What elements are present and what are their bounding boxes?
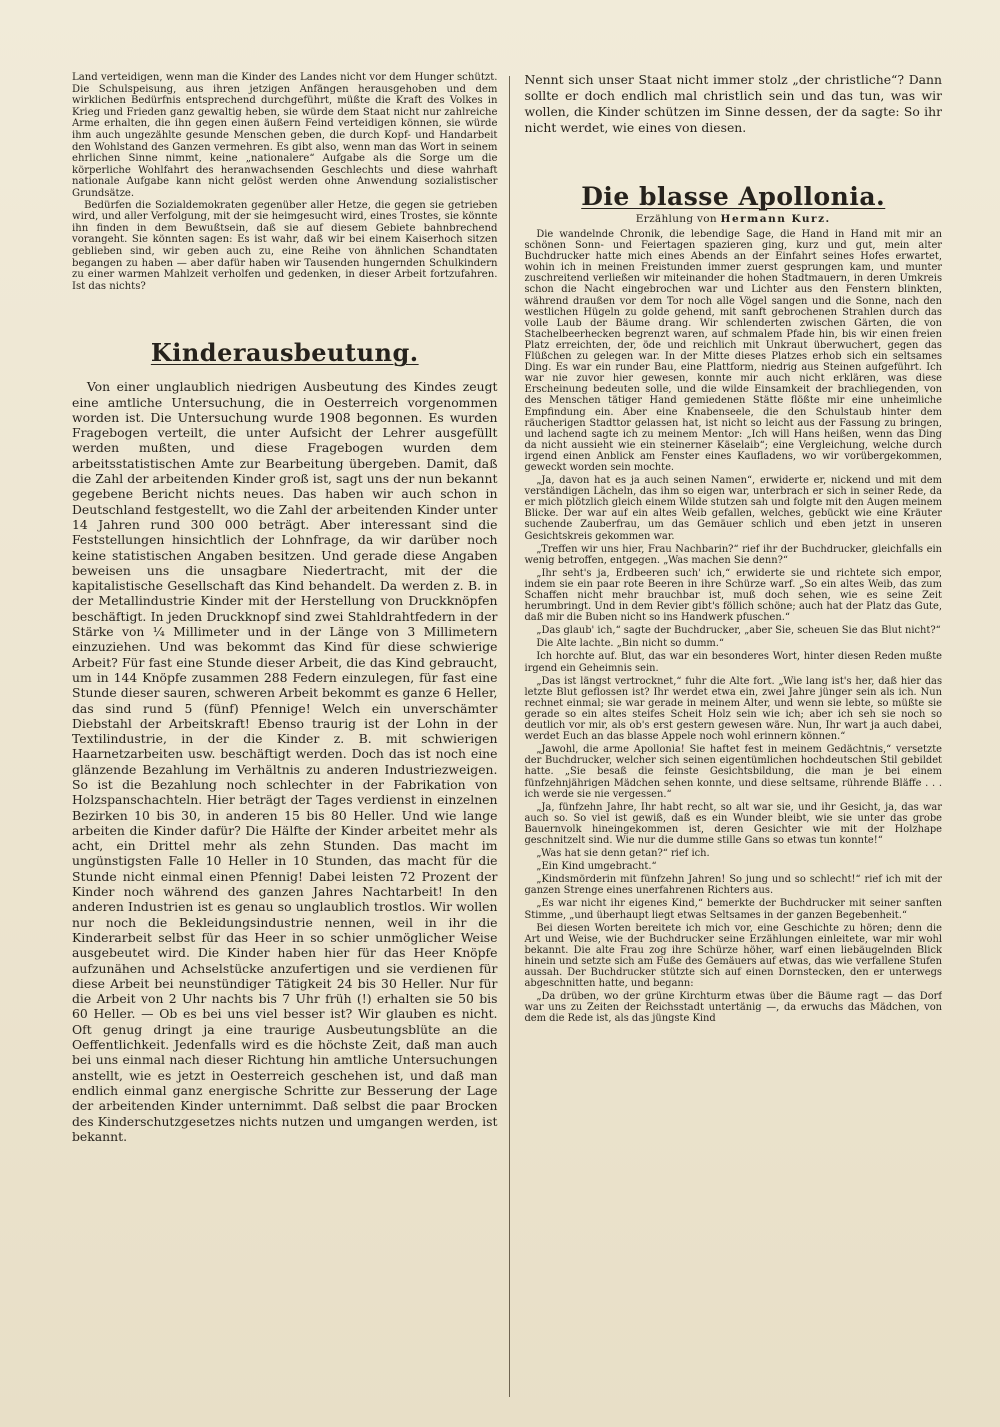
left-intro-paragraph-2: Bedürfen die Sozialdemokraten gegenüber aller Hetze, die gegen sie getrieben wird, und aller Verfolgung, mit der sie heimgesucht wird, eines Trostes, sie könnte ihn finden in dem Bewußtsein, daß sie auf diesem Gebiete bahnbrechend vorangeht. Sie könnten sagen: Es ist wahr, daß wir bei einem Kaiserhoch sitzen geblieben sind, wir geben auch zu, eine Reihe von ähnlichen Schandtaten begangen zu haben — aber dafür haben wir Tausenden hungernden Schulkindern zu einer warmen Mahlzeit verholfen und gedenken, in dieser Arbeit fortzufahren. Ist das nichts? [72,199,498,292]
story-paragraph: „Das ist längst vertrocknet,“ fuhr die Alte fort. „Wie lang ist's her, daß hier das letzte Blut geflossen ist? Ihr werdet etwa ein, zwei Jahre jünger sein als ich. Nun rechnet einmal; sie war gerade in meinem Alter, und wenn sie lebte, so müßte sie gerade so ein altes steifes Scheit Holz sein wie ich; aber ich seh sie noch so deutlich vor mir, als ob's erst gestern gewesen wäre. Nun, Ihr wart ja auch dabei, werdet Euch an das blasse Appele noch wohl erinnern können.“ [524,675,943,743]
left-intro [72,72,497,292]
story-paragraph: „Es war nicht ihr eigenes Kind,“ bemerkte der Buchdrucker mit seiner sanften Stimme, „und überhaupt liegt etwas Seltsames in der ganzen Begebenheit.“ [524,898,943,921]
story-paragraph: Bei diesen Worten bereitete ich mich vor, eine Geschichte zu hören; denn die Art und Weise, wie der Buchdrucker seine Erzählungen einleitete, war mir wohl bekannt. Die alte Frau zog ihre Schürze höher, warf einen liebäugelnden Blick hinein und setzte sich am Fuße des Gemäuers auf etwas, das wie verfallene Stufen aussah. Der Buchdrucker stützte sich auf einen Dornstecken, den er unterwegs abgeschnitten hatte, und begann: [524,922,943,990]
story-paragraph: Die wandelnde Chronik, die lebendige Sage, die Hand in Hand mit mir an schönen Sonn- und Feiertagen spazieren ging, kurz und gut, mein alter Buchdrucker hatte mich eines Abends an der Einfahrt seines Hofes erwartet, wohin ich in meinen Freistunden immer zuerst gesprungen kam, und munter zuschreitend verließen wir miteinander die hohen Stadtmauern, in deren Umkreis schon die Nacht eingebrochen war und Lichter aus den Fenstern blinkten, während draußen vor dem Tor noch alle Vögel sangen und die Sonne, nach den westlichen Hügeln zu golde gehend, mit sanft gebrochenen Strahlen durch das volle Laub der Bäume drang. Wir schlenderten zwischen Gärten, die von Stachelbeerhecken begrenzt waren, auf schmalem Pfade hin, bis wir einen freien Platz erreichten, der, öde und reichlich mit Unkraut überwuchert, gegen das Flüßchen zu gelegen war. In der Mitte dieses Platzes erhob sich ein seltsames Ding. Es war ein runder Bau, eine Plattform, niedrig aus Steinen aufgeführt. Ich war nie zuvor hier gewesen, konnte mir auch nicht erklären, was diese Erscheinung bedeuten solle, und die wilde Einsamkeit der brachliegenden, von des Menschen tätiger Hand gemiedenen Stätte flößte mir eine unheimliche Empfindung ein. Aber eine Knabenseele, die den Schulstaub hinter dem räucherigen Stadttor gelassen hat, ist nicht so leicht aus der Fassung zu bringen, und lachend sagte ich zu meinem Mentor: „Ich will Hans heißen, wenn das Ding da nicht aussieht wie ein steinerner Käselaib“; eine Vergleichung, welche durch irgend einen Anblick am Fenster eines Kaufladens, wo wir vorübergekommen, geweckt worden sein mochte. [524,229,943,473]
subtitle-prefix: Erzählung von [635,213,717,225]
story-heading-apollonia: Die blasse Apollonia. [581,182,886,211]
column-divider [509,76,510,1397]
story-paragraph: „Treffen wir uns hier, Frau Nachbarin?“ rief ihr der Buchdrucker, gleichfalls ein wenig betroffen, entgegen. „Was machen Sie denn?“ [524,543,943,566]
story-paragraph: „Ein Kind umgebracht.“ [536,861,657,873]
story-paragraph: „Ja, davon hat es ja auch seinen Namen“, erwiderte er, nickend und mit dem verständigen Lächeln, das ihm so eigen war, unterbrach er sich in seiner Rede, da er mich plötzlich gleich einem Wilde stutzen sah und folgte mit den Augen meinem Blicke. Der war auf ein altes Weib gefallen, welches, gebückt wie eine Kräuter suchende Zauberfrau, um das Gemäuer schlich und eben jetzt in unseren Gesichtskreis gekommen war. [524,475,943,542]
left-intro-paragraph-1: Land verteidigen, wenn man die Kinder des Landes nicht vor dem Hunger schützt. Die Schulspeisung, aus ihren jetzigen Anfängen herausgehoben und dem wirklichen Bedürfnis entsprechend durchgeführt, müßte die Kraft des Volkes in Krieg und Frieden ganz gewaltig heben, sie würde dem Staat nicht nur zahlreiche Arme erhalten, die ihn gegen einen äußern Feind verteidigen können, sie würde ihm auch ungezählte gesunde Menschen geben, die durch Kopf- und Handarbeit den Wohlstand des Ganzen vermehren. Es gibt also, wenn man das Wort in seinem ehrlichen Sinne nimmt, keine „nationalere“ Aufgabe als die Sorge um die körperliche Wohlfahrt des heranwachsenden Geschlechts und diese wahrhaft nationale Aufgabe kann nicht gelöst werden ohne Anwendung sozialistischer Grundsätze. [72,72,498,199]
story-paragraph: „Da drüben, wo der grüne Kirchturm etwas über die Bäume ragt — das Dorf war uns zu Zeiten der Reichsstadt untertänig —, da erwuchs das Mädchen, von dem die Rede ist, als das jüngste Kind [524,991,943,1025]
story-paragraph: Ich horchte auf. Blut, das war ein besonderes Wort, hinter diesen Reden mußte irgend ein Geheimnis sein. [524,651,943,674]
story-subtitle [524,213,942,225]
story-text [524,229,942,1024]
left-article [72,379,497,1144]
article-heading-kinderausbeutung: Kinderausbeutung. [150,338,419,368]
right-intro-paragraph: Nennt sich unser Staat nicht immer stolz „der christliche“? Dann sollte er doch endlich mal christlich sein und das tun, was wir wollen, die Kinder schützen im Sinne dessen, der da sagte: So ihr nicht werdet, wie eines von diesen. [524,72,943,135]
story-paragraph: „Ja, fünfzehn Jahre, Ihr habt recht, so alt war sie, und ihr Gesicht, ja, das war auch so. So viel ist gewiß, daß es ein Wunder bleibt, wie sie unter das grobe Bauernvolk hineingekommen ist, deren Gesichter wie mit der Holzhape geschnitzelt sind. Wie nur die dumme stille Gans so etwas tun konnte!“ [524,801,943,846]
left-column [72,72,507,1397]
right-intro [524,72,942,136]
columns [72,72,942,1397]
subtitle-author: Hermann Kurz. [720,213,831,225]
story-paragraph: „Das glaub' ich,“ sagte der Buchdrucker, „aber Sie, scheuen Sie das Blut nicht?“ [536,625,941,637]
story-paragraph: Die Alte lachte. „Bin nicht so dumm.“ [536,638,724,650]
story-paragraph: „Was hat sie denn getan?“ rief ich. [536,848,710,860]
left-article-paragraph: Von einer unglaublich niedrigen Ausbeutung des Kindes zeugt eine amtliche Untersuchung, die in Oesterreich vorgenommen worden ist. Die Untersuchung wurde 1908 begonnen. Es wurden Fragebogen verteilt, die unter Aufsicht der Lehrer ausgefüllt werden mußten, und diese Fragebogen wurden dem arbeitsstatistischen Amte zur Bearbeitung übergeben. Damit, daß die Zahl der arbeitenden Kinder groß ist, sagt uns der nun bekannt gegebene Bericht nichts neues. Das haben wir auch schon in Deutschland festgestellt, wo die Zahl der arbeitenden Kinder unter 14 Jahren rund 300 000 beträgt. Aber interessant sind die Feststellungen hinsichtlich der Lohnfrage, da wir darüber noch keine statistischen Angaben besitzen. Und gerade diese Angaben beweisen uns die unsagbare Niedertracht, mit der die kapitalistische Gesellschaft das Kind behandelt. Da werden z. B. in der Metallindustrie Kinder mit der Herstellung von Druckknöpfen beschäftigt. In jeden Druckknopf sind zwei Stahldrahtfedern in der Stärke von ¼ Millimeter und in der Länge von 3 Millimetern einzuziehen. Und was bekommt das Kind für diese schwierige Arbeit? Für fast eine Stunde dieser Arbeit, die das Kind gebraucht, um in 144 Knöpfe zusammen 288 Federn einzulegen, für fast eine Stunde dieser sauren, schweren Arbeit bekommt es ganze 6 Heller, das sind rund 5 (fünf) Pfennige! Welch ein unverschämter Diebstahl der Arbeitskraft! Ebenso traurig ist der Lohn in der Textilindustrie, in der die Kinder z. B. mit schwierigen Haarnetzarbeiten usw. beschäftigt werden. Doch das ist noch eine glänzende Bezahlung im Verhältnis zu anderen Industriezweigen. So ist die Bezahlung noch schlechter in der Fabrikation von Holzspanschachteln. Hier beträgt der Tages verdienst in einzelnen Bezirken 10 bis 30, in anderen 15 bis 80 Heller. Und wie lange arbeiten die Kinder dafür? Die Hälfte der Kinder arbeitet mehr als acht, ein Drittel mehr als zehn Stunden. Das macht im ungünstigsten Falle 10 Heller in 10 Stunden, das macht für die Stunde nicht einmal einen Pfennig! Dabei leisten 72 Prozent der Kinder noch während des ganzen Jahres Nachtarbeit! In den anderen Industrien ist es genau so unglaublich trostlos. Wir wollen nur noch die Bekleidungsindustrie nennen, weil in ihr die Kinderarbeit selbst für das Heer in so schier unmöglicher Weise ausgebeutet wird. Die Kinder haben hier für das Heer Knöpfe aufzunähen und Achselstücke anzufertigen und sie verdienen für diese Arbeit bei neunstündiger Tätigkeit 24 bis 30 Heller. Nur für die Arbeit von 2 Uhr nachts bis 7 Uhr früh (!) erhalten sie 50 bis 60 Heller. — Ob es bei uns viel besser ist? Wir glauben es nicht. Oft genug dringt ja eine traurige Ausbeutungsblüte an die Oeffentlichkeit. Jedenfalls wird es die höchste Zeit, daß man auch bei uns einmal nach dieser Richtung hin amtliche Untersuchungen anstellt, wie es jetzt in Oesterreich geschehen ist, und daß man endlich einmal ganz energische Schritte zur Besserung der Lage der arbeitenden Kinder unternimmt. Daß selbst die paar Brocken des Kinderschutzgesetzes nichts nutzen und umgangen werden, ist bekannt. [72,379,498,1144]
story-paragraph: „Ihr seht's ja, Erdbeeren such' ich,“ erwiderte sie und richtete sich empor, indem sie ein paar rote Beeren in ihre Schürze warf. „So ein altes Weib, das zum Schaffen nicht mehr brauchbar ist, muß doch sehen, wie es seine Zeit herumbringt. Und in dem Revier gibt's föllich schöne; auch hat der Platz das Gute, daß mir die Buben nicht so ins Handwerk pfuschen.“ [524,567,943,624]
right-column [512,72,942,1397]
story-paragraph: „Kindsmörderin mit fünfzehn Jahren! So jung und so schlecht!“ rief ich mit der ganzen Strenge eines unerfahrenen Richters aus. [524,874,943,897]
story-paragraph: „Jawohl, die arme Apollonia! Sie haftet fest in meinem Gedächtnis,“ versetzte der Buchdrucker, welcher sich seinen eigentümlichen hochdeutschen Stil gebildet hatte. „Sie besaß die feinste Gesichtsbildung, die man je bei einem fünfzehnjährigen Mädchen sehen konnte, und diese seltsame, rührende Bläffe . . . ich werde sie nie vergessen.“ [524,744,943,800]
